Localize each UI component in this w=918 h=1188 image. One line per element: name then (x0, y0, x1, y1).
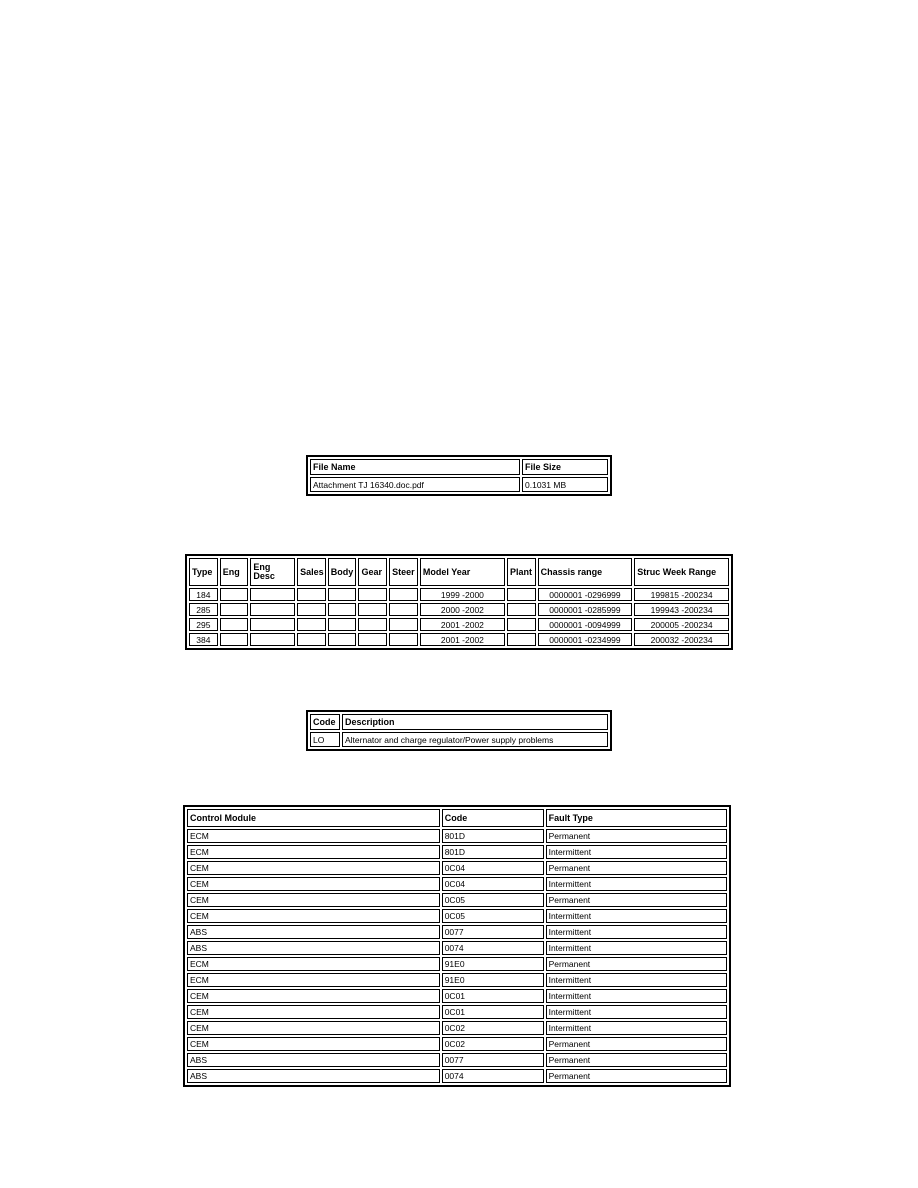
table-row (187, 861, 727, 875)
table-cell (250, 603, 295, 616)
table-body (187, 829, 727, 1083)
fault-code-cell: 0077 (442, 1053, 544, 1067)
table-row (187, 829, 727, 843)
table-cell: 200005 -200234 (634, 618, 729, 631)
fault-code-cell: 0C05 (442, 893, 544, 907)
table-cell (507, 588, 536, 601)
header-description: Description (342, 714, 608, 730)
fault-code-cell: 0C01 (442, 989, 544, 1003)
table-cell: 2001 -2002 (420, 633, 505, 646)
control-module-cell: CEM (187, 893, 440, 907)
table-row (187, 1037, 727, 1051)
table-row (187, 989, 727, 1003)
fault-code-cell: 0074 (442, 941, 544, 955)
control-module-cell: ECM (187, 957, 440, 971)
table-cell (328, 618, 357, 631)
table-cell (328, 588, 357, 601)
code-cell: LO (310, 732, 340, 747)
table-cell: 184 (189, 588, 218, 601)
table-cell: 0000001 -0296999 (538, 588, 633, 601)
table-row (189, 618, 729, 631)
table-cell (389, 588, 418, 601)
table-row (187, 1069, 727, 1083)
table-header-row (187, 809, 727, 827)
control-module-cell: ABS (187, 1053, 440, 1067)
table-cell (250, 633, 295, 646)
table-cell (389, 633, 418, 646)
control-module-cell: ABS (187, 1069, 440, 1083)
column-header: Eng (220, 558, 249, 586)
table-cell: 200032 -200234 (634, 633, 729, 646)
table-cell (328, 603, 357, 616)
table-cell (250, 618, 295, 631)
table-cell (220, 588, 249, 601)
fault-type-cell: Permanent (546, 1037, 727, 1051)
table-row (187, 1005, 727, 1019)
control-module-cell: ABS (187, 925, 440, 939)
column-header: Sales (297, 558, 326, 586)
table-row (187, 909, 727, 923)
table-cell (297, 603, 326, 616)
fault-code-cell: 0C02 (442, 1021, 544, 1035)
fault-type-cell: Permanent (546, 893, 727, 907)
control-module-cell: CEM (187, 877, 440, 891)
column-header: Plant (507, 558, 536, 586)
control-module-cell: CEM (187, 1037, 440, 1051)
table-cell (220, 603, 249, 616)
table-cell: 199815 -200234 (634, 588, 729, 601)
file-name-cell: Attachment TJ 16340.doc.pdf (310, 477, 520, 492)
table-cell (328, 633, 357, 646)
control-module-cell: CEM (187, 861, 440, 875)
control-module-cell: ECM (187, 829, 440, 843)
fault-type-cell: Intermittent (546, 909, 727, 923)
column-header: Gear (358, 558, 387, 586)
vehicle-type-table (185, 554, 733, 650)
table-row (187, 1021, 727, 1035)
table-cell (297, 633, 326, 646)
fault-type-cell: Permanent (546, 957, 727, 971)
table-row (310, 732, 608, 747)
column-header: Model Year (420, 558, 505, 586)
control-module-cell: ABS (187, 941, 440, 955)
column-header: Steer (389, 558, 418, 586)
table-cell (507, 633, 536, 646)
fault-code-cell: 801D (442, 829, 544, 843)
table-cell: 1999 -2000 (420, 588, 505, 601)
table-cell (358, 633, 387, 646)
fault-type-cell: Permanent (546, 861, 727, 875)
control-module-cell: ECM (187, 973, 440, 987)
table-row (187, 973, 727, 987)
table-cell: 2000 -2002 (420, 603, 505, 616)
table-cell: 0000001 -0234999 (538, 633, 633, 646)
fault-type-cell: Intermittent (546, 973, 727, 987)
column-header: Chassis range (538, 558, 633, 586)
table-header-row (189, 558, 729, 586)
table-cell (389, 618, 418, 631)
control-module-cell: ECM (187, 845, 440, 859)
table-cell (220, 618, 249, 631)
table-cell (507, 618, 536, 631)
table-row (187, 957, 727, 971)
column-header: Body (328, 558, 357, 586)
table-cell (507, 603, 536, 616)
table-cell: 2001 -2002 (420, 618, 505, 631)
fault-code-cell: 91E0 (442, 973, 544, 987)
table-row (187, 845, 727, 859)
fault-type-cell: Intermittent (546, 925, 727, 939)
header-file-size: File Size (522, 459, 608, 475)
description-cell: Alternator and charge regulator/Power supply problems (342, 732, 608, 747)
table-cell: 0000001 -0094999 (538, 618, 633, 631)
control-module-cell: CEM (187, 989, 440, 1003)
table-row (187, 893, 727, 907)
fault-code-cell: 0C05 (442, 909, 544, 923)
table-cell (358, 618, 387, 631)
fault-code-table (183, 805, 731, 1087)
fault-code-cell: 91E0 (442, 957, 544, 971)
fault-type-cell: Permanent (546, 1053, 727, 1067)
table-cell (220, 633, 249, 646)
header-code: Code (442, 809, 544, 827)
table-cell (297, 618, 326, 631)
table-row (189, 633, 729, 646)
fault-code-cell: 0C02 (442, 1037, 544, 1051)
table-cell (297, 588, 326, 601)
table-header-row (310, 714, 608, 730)
table-row (310, 477, 608, 492)
control-module-cell: CEM (187, 1005, 440, 1019)
table-cell (250, 588, 295, 601)
fault-code-cell: 0C04 (442, 877, 544, 891)
table-cell: 295 (189, 618, 218, 631)
header-fault-type: Fault Type (546, 809, 727, 827)
table-header-row (310, 459, 608, 475)
table-row (187, 941, 727, 955)
fault-code-cell: 0077 (442, 925, 544, 939)
fault-type-cell: Intermittent (546, 845, 727, 859)
column-header: Eng Desc (250, 558, 295, 586)
fault-type-cell: Intermittent (546, 877, 727, 891)
file-attachment-table (306, 455, 612, 496)
fault-type-cell: Intermittent (546, 1005, 727, 1019)
fault-type-cell: Intermittent (546, 989, 727, 1003)
table-cell: 0000001 -0285999 (538, 603, 633, 616)
table-header-row (189, 558, 729, 586)
column-header: Struc Week Range (634, 558, 729, 586)
table-cell: 285 (189, 603, 218, 616)
table-row (187, 1053, 727, 1067)
column-header: Type (189, 558, 218, 586)
table-cell (358, 588, 387, 601)
header-file-name: File Name (310, 459, 520, 475)
fault-code-cell: 0C04 (442, 861, 544, 875)
control-module-cell: CEM (187, 909, 440, 923)
fault-code-cell: 0C01 (442, 1005, 544, 1019)
table-row (187, 925, 727, 939)
file-size-cell: 0.1031 MB (522, 477, 608, 492)
table-cell (358, 603, 387, 616)
fault-code-cell: 0074 (442, 1069, 544, 1083)
table-row (189, 588, 729, 601)
code-description-table (306, 710, 612, 751)
fault-type-cell: Permanent (546, 1069, 727, 1083)
header-control-module: Control Module (187, 809, 440, 827)
fault-type-cell: Permanent (546, 829, 727, 843)
table-body (189, 588, 729, 646)
table-cell (389, 603, 418, 616)
table-cell: 199943 -200234 (634, 603, 729, 616)
table-row (187, 877, 727, 891)
table-row (189, 603, 729, 616)
fault-code-cell: 801D (442, 845, 544, 859)
control-module-cell: CEM (187, 1021, 440, 1035)
table-cell: 384 (189, 633, 218, 646)
header-code: Code (310, 714, 340, 730)
fault-type-cell: Intermittent (546, 941, 727, 955)
fault-type-cell: Intermittent (546, 1021, 727, 1035)
